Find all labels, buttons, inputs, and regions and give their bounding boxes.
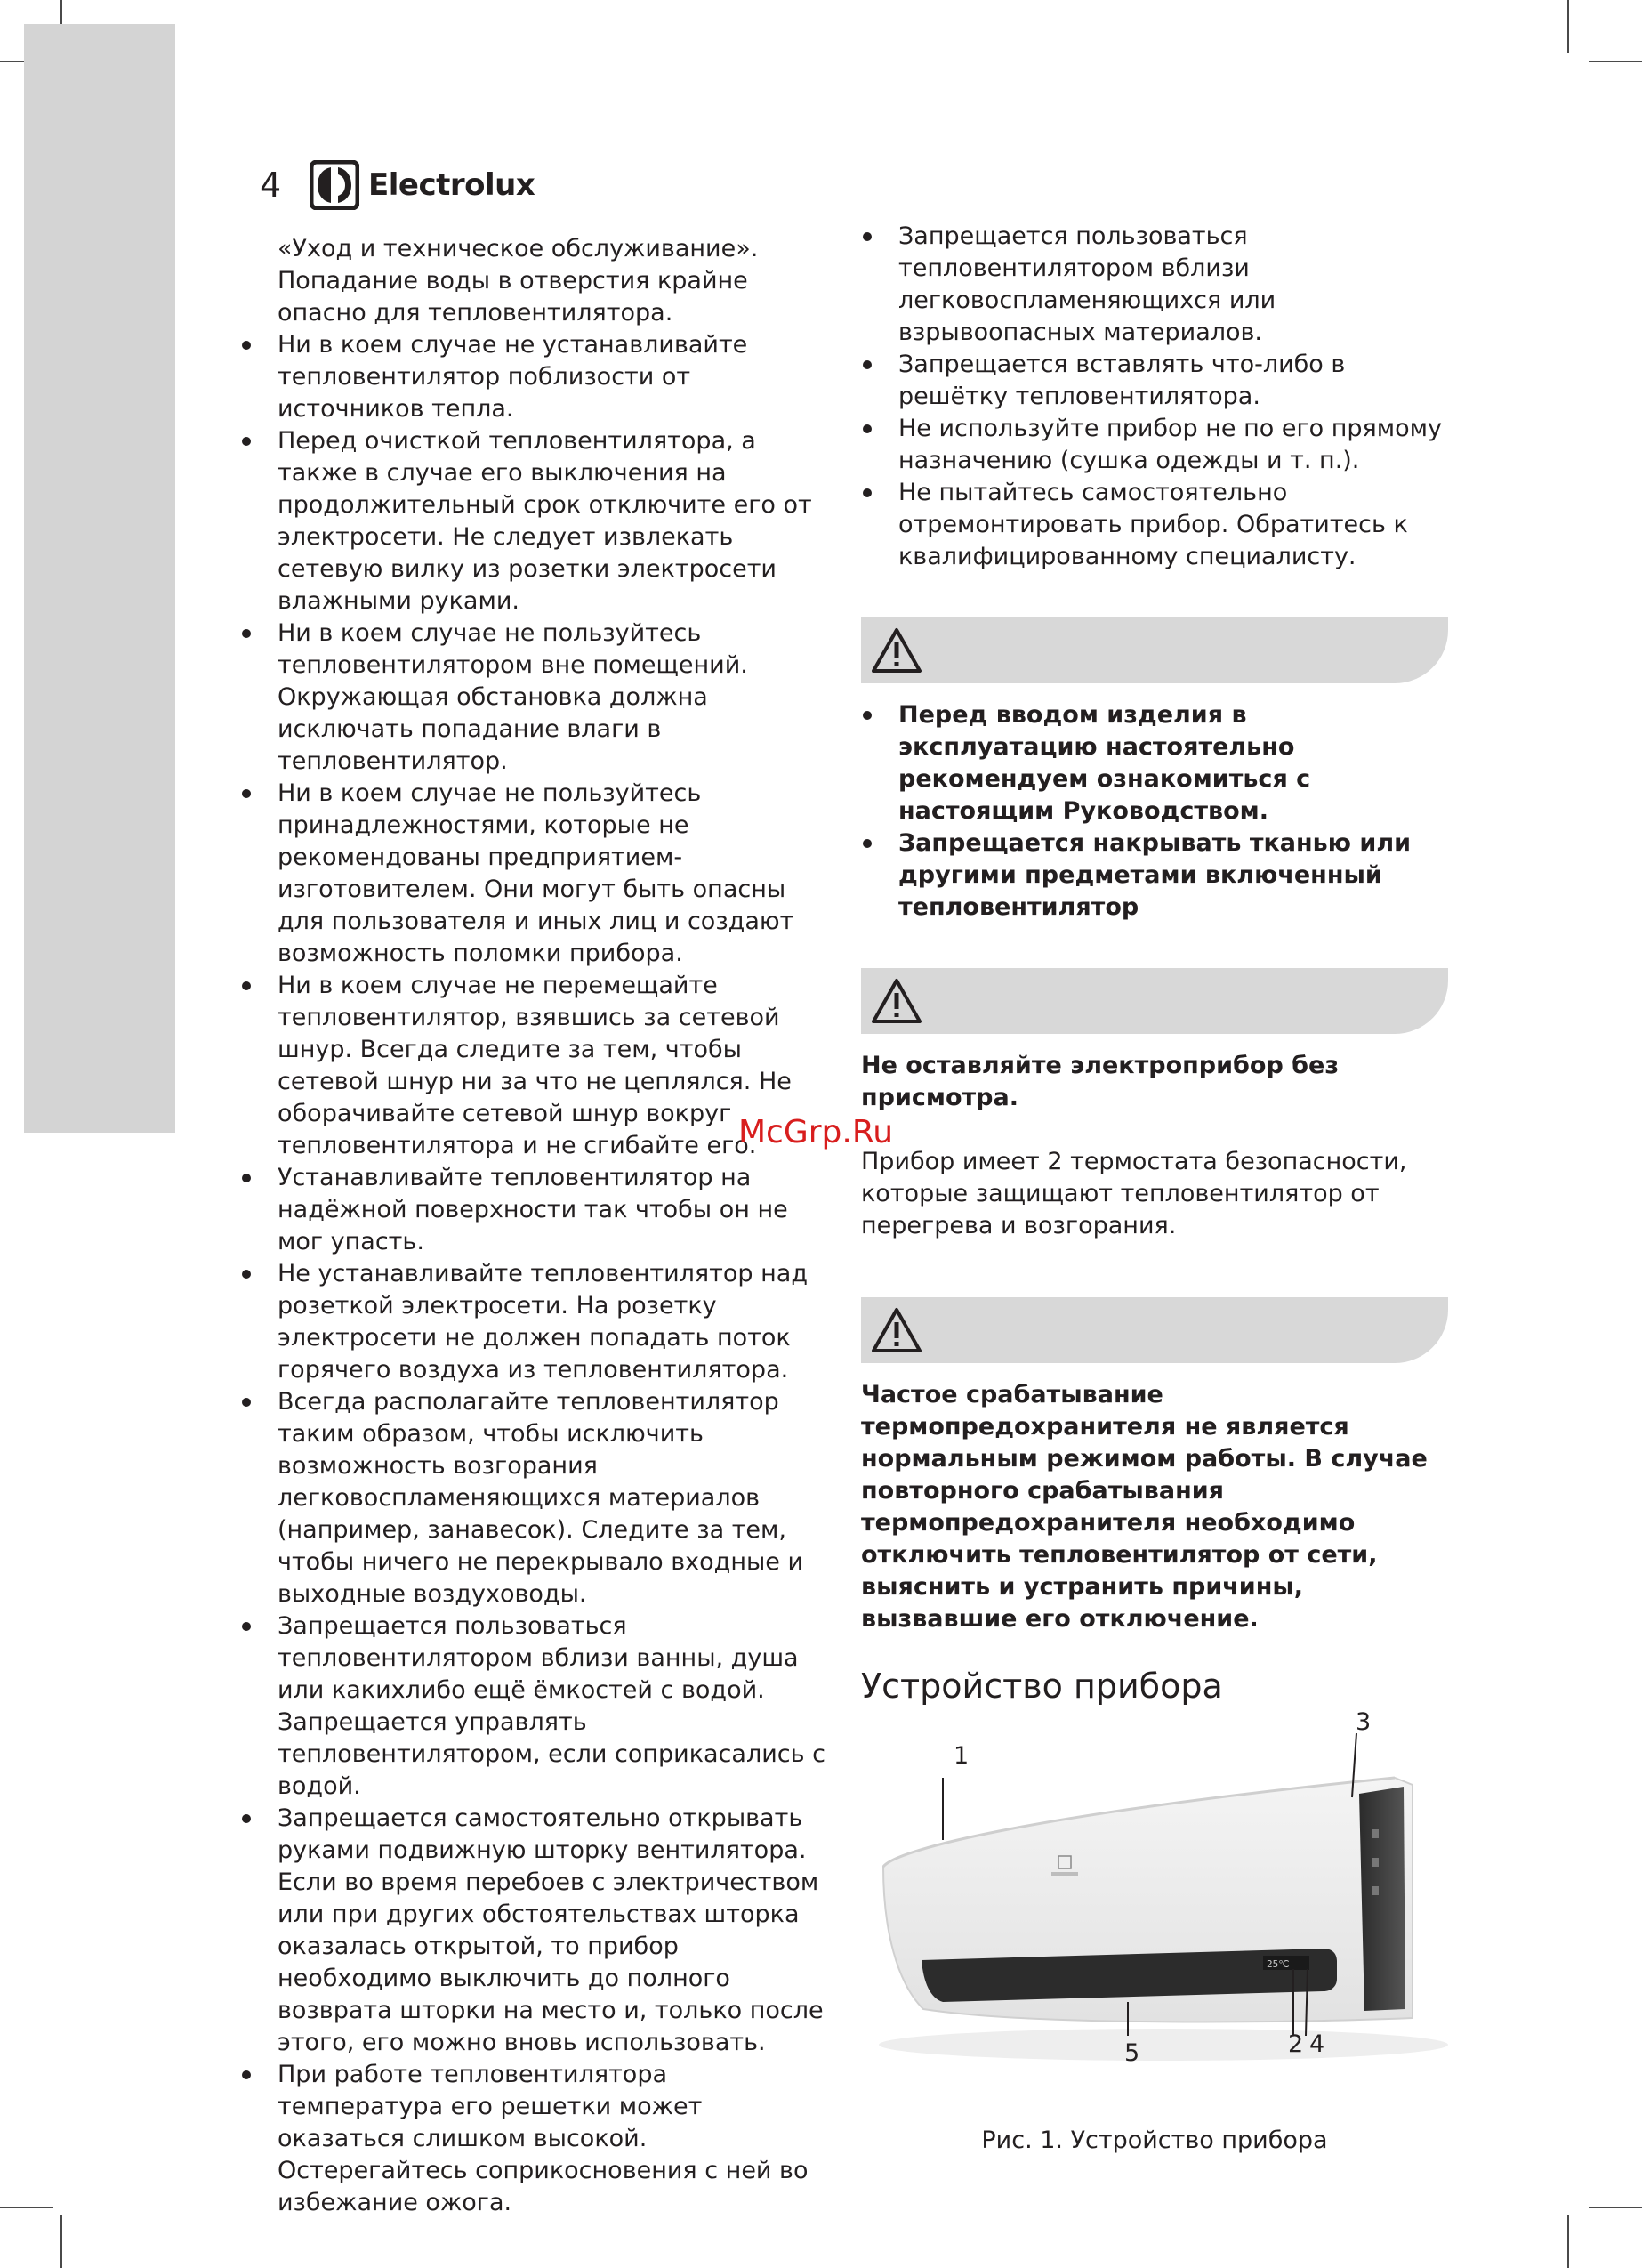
list-item: Ни в коем случае не пользуйтесь принадлежностями, которые не рекомендованы предприятием-изготовителем. Они могут быть опасны для пользователя и иных лиц и создают возможность поломки прибора. — [240, 778, 831, 970]
crop-mark — [1589, 2207, 1642, 2208]
list-item: Запрещается пользоваться тепловентилятором вблизи легковоспламеняющихся или взрывоопасных материалов. — [861, 221, 1448, 349]
page-number: 4 — [260, 165, 282, 205]
list-item: Ни в коем случае не устанавливайте тепловентилятор поблизости от источников тепла. — [240, 329, 831, 425]
crop-mark — [1567, 2215, 1569, 2268]
list-item: Перед очисткой тепловентилятора, а также в случае его выключения на продолжительный срок отключите его от электросети. Не следует извлекать сетевую вилку из розетки электросети влажными руками. — [240, 425, 831, 617]
crop-mark — [60, 2215, 62, 2268]
crop-mark — [0, 2207, 53, 2208]
warning-text-bold: Частое срабатывание термопредохранителя не является нормальным режимом работы. В случае повторного срабатывания термопредохранителя необходимо отключить тепловентилятор от сети, выяснить и устранить причины, вызвавшие его отключение. — [861, 1381, 1428, 1633]
list-item: Ни в коем случае не пользуйтесь тепловентилятором вне помещений. Окружающая обстановка должна исключать попадание влаги в тепловентилятор. — [240, 617, 831, 778]
warning-bar — [861, 1297, 1448, 1363]
list-item: Запрещается самостоятельно открывать руками подвижную шторку вентилятора. Если во время перебоев с электричеством или при других обстоятельствах шторка оказалась открытой, то прибор необходимо выключить до полного возврата шторки на место и, только после этого, его можно вновь использовать. — [240, 1803, 831, 2059]
figure-label-1: 1 — [954, 1742, 970, 1770]
crop-mark — [1589, 61, 1642, 62]
warning-text: Прибор имеет 2 термостата безопасности, которые защищают тепловентилятор от перегрева и возгорания. — [861, 1148, 1407, 1239]
list-item: Ни в коем случае не перемещайте тепловентилятор, взявшись за сетевой шнур. Всегда следите за тем, чтобы сетевой шнур ни за что не цеплялся. Не оборачивайте сетевой шнур вокруг тепловентилятора и не сгибайте его. — [240, 970, 831, 1162]
safety-list — [240, 329, 831, 2219]
crop-mark — [1567, 0, 1569, 53]
lead-paragraph: «Уход и техническое обслуживание». Попадание воды в отверстия крайне опасно для тепловентилятора. — [278, 235, 759, 327]
list-item: Всегда располагайте тепловентилятор таким образом, чтобы исключить возможность возгорания легковоспламеняющихся материалов (например, занавесок). Следите за тем, чтобы ничего не перекрывало входные и выходные воздуховоды. — [240, 1386, 831, 1610]
heater-illustration — [861, 1715, 1448, 2071]
list-item: Перед вводом изделия в эксплуатацию настоятельно рекомендуем ознакомиться с настоящим Руководством. — [861, 699, 1448, 827]
warning-bar — [861, 617, 1448, 683]
warning-list — [861, 699, 1448, 924]
side-tab — [24, 24, 175, 1133]
right-column — [861, 221, 1448, 2157]
section-title: Устройство прибора — [861, 1667, 1223, 1706]
warning-text-bold: Не оставляйте электроприбор без присмотра. — [861, 1052, 1340, 1111]
watermark: McGrp.Ru — [738, 1114, 894, 1150]
warning-triangle-icon — [870, 977, 923, 1025]
figure-label-3: 3 — [1356, 1708, 1372, 1736]
figure-label-2: 2 — [1288, 2030, 1304, 2058]
list-item: При работе тепловентилятора температура его решетки может оказаться слишком высокой. Остерегайтесь соприкосновения с ней во избежание ожога. — [240, 2059, 831, 2219]
list-item: Не пытайтесь самостоятельно отремонтировать прибор. Обратитесь к квалифицированному специалисту. — [861, 477, 1448, 573]
list-item: Устанавливайте тепловентилятор на надёжной поверхности так чтобы он не мог упасть. — [240, 1162, 831, 1258]
warning-triangle-icon — [870, 1306, 923, 1354]
page-header — [260, 158, 535, 212]
display-readout: 25℃ — [1267, 1958, 1290, 1970]
figure-caption: Рис. 1. Устройство прибора — [981, 2127, 1328, 2154]
electrolux-logo-icon — [310, 160, 359, 210]
safety-list-continued — [861, 221, 1448, 573]
left-column — [240, 233, 831, 2219]
figure-label-5: 5 — [1124, 2039, 1140, 2067]
figure-label-4: 4 — [1309, 2030, 1325, 2058]
list-item: Запрещается пользоваться тепловентилятором вблизи ванны, душа или какихлибо ещё ёмкостей с водой. Запрещается управлять тепловентилятором, если соприкасались с водой. — [240, 1610, 831, 1803]
list-item: Запрещается накрывать тканью или другими предметами включенный тепловентилятор — [861, 827, 1448, 924]
list-item: Не устанавливайте тепловентилятор над розеткой электросети. На розетку электросети не должен попадать поток горячего воздуха из тепловентилятора. — [240, 1258, 831, 1386]
warning-triangle-icon — [870, 626, 923, 674]
list-item: Не используйте прибор не по его прямому назначению (сушка одежды и т. п.). — [861, 413, 1448, 477]
device-figure — [861, 1707, 1448, 2125]
warning-bar — [861, 968, 1448, 1034]
brand-name: Electrolux — [368, 167, 535, 203]
list-item: Запрещается вставлять что-либо в решётку тепловентилятора. — [861, 349, 1448, 413]
